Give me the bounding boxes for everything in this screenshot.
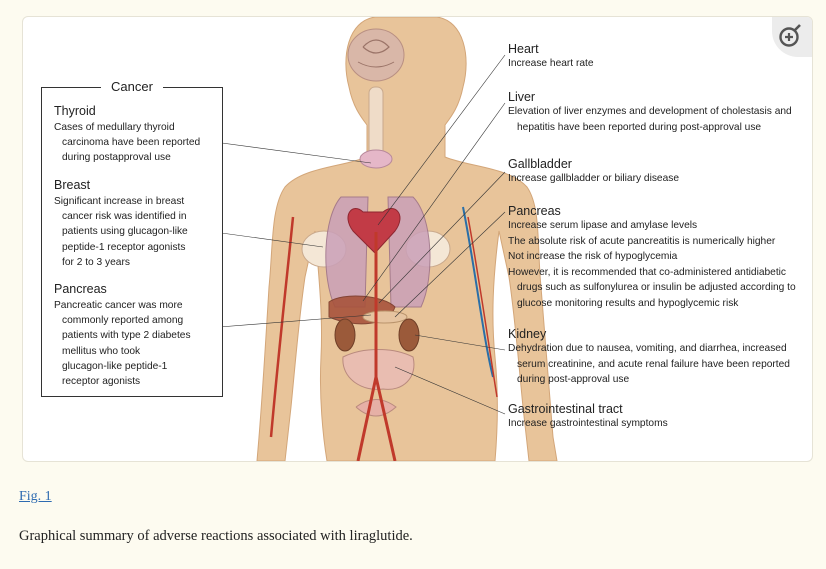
text-line: Significant increase in breast <box>54 196 185 207</box>
organ-kidney <box>508 327 808 388</box>
text-line: glucose monitoring results and hypoglycemic risk <box>517 297 739 309</box>
organ-heading: Liver <box>508 90 536 104</box>
text-line: receptor agonists <box>62 376 141 388</box>
text-line: Increase gastrointestinal symptoms <box>508 418 668 429</box>
organ-heading: Pancreas <box>508 204 561 218</box>
cancer-thyroid <box>54 104 220 166</box>
cancer-breast-heading: Breast <box>54 178 91 192</box>
organ-heart <box>508 42 808 72</box>
text-line: peptide-1 receptor agonists <box>62 241 186 253</box>
text-line: glucagon-like peptide-1 <box>62 360 168 372</box>
organ-liver <box>508 90 808 135</box>
text-line: Increase heart rate <box>508 58 594 69</box>
text-line: hepatitis have been reported during post-approval use <box>517 121 762 133</box>
cancer-pancreas <box>54 282 220 389</box>
figure-link[interactable]: Fig. 1 <box>19 489 52 504</box>
cancer-box <box>41 79 223 397</box>
text-line: Increase serum lipase and amylase levels <box>508 220 698 231</box>
text-line: Cases of medullary thyroid <box>54 122 175 133</box>
organ-pancreas <box>508 204 808 312</box>
text-line: Dehydration due to nausea, vomiting, and diarrhea, increased <box>508 343 787 354</box>
organ-gastrointestinal <box>508 402 808 432</box>
organ-heading: Heart <box>508 42 539 56</box>
organ-gallbladder <box>508 157 808 187</box>
text-line: mellitus who took <box>62 345 141 357</box>
text-line: Increase gallbladder or biliary disease <box>508 173 680 184</box>
text-line: during post-approval use <box>517 374 630 386</box>
text-line: patients with type 2 diabetes <box>62 330 191 342</box>
text-line: drugs such as sulfonylurea or insulin be adjusted according to <box>517 282 796 294</box>
cancer-thyroid-heading: Thyroid <box>54 104 96 118</box>
text-line: Pancreatic cancer was more <box>54 300 183 311</box>
text-line: Elevation of liver enzymes and development of cholestasis and <box>508 106 792 117</box>
text-line: Not increase the risk of hypoglycemia <box>508 251 678 263</box>
text-line: carcinoma have been reported <box>62 137 201 149</box>
text-line: for 2 to 3 years <box>62 256 130 268</box>
organ-heading: Gastrointestinal tract <box>508 402 623 416</box>
text-line: commonly reported among <box>62 315 184 327</box>
text-line: serum creatinine, and acute renal failure have been reported <box>517 358 790 370</box>
figure-panel <box>22 16 813 462</box>
text-line: patients using glucagon-like <box>62 226 188 238</box>
text-line: cancer risk was identified in <box>62 211 187 223</box>
organ-heading: Gallbladder <box>508 157 572 171</box>
text-line: However, it is recommended that co-administered antidiabetic <box>508 266 787 278</box>
figure-caption: Graphical summary of adverse reactions associated with liraglutide. <box>19 528 413 544</box>
cancer-pancreas-heading: Pancreas <box>54 282 107 296</box>
cancer-box-title: Cancer <box>42 79 222 94</box>
cancer-breast <box>54 178 220 270</box>
text-line: The absolute risk of acute pancreatitis is numerically higher <box>508 235 776 247</box>
text-line: during postapproval use <box>62 152 171 164</box>
organ-heading: Kidney <box>508 327 547 341</box>
